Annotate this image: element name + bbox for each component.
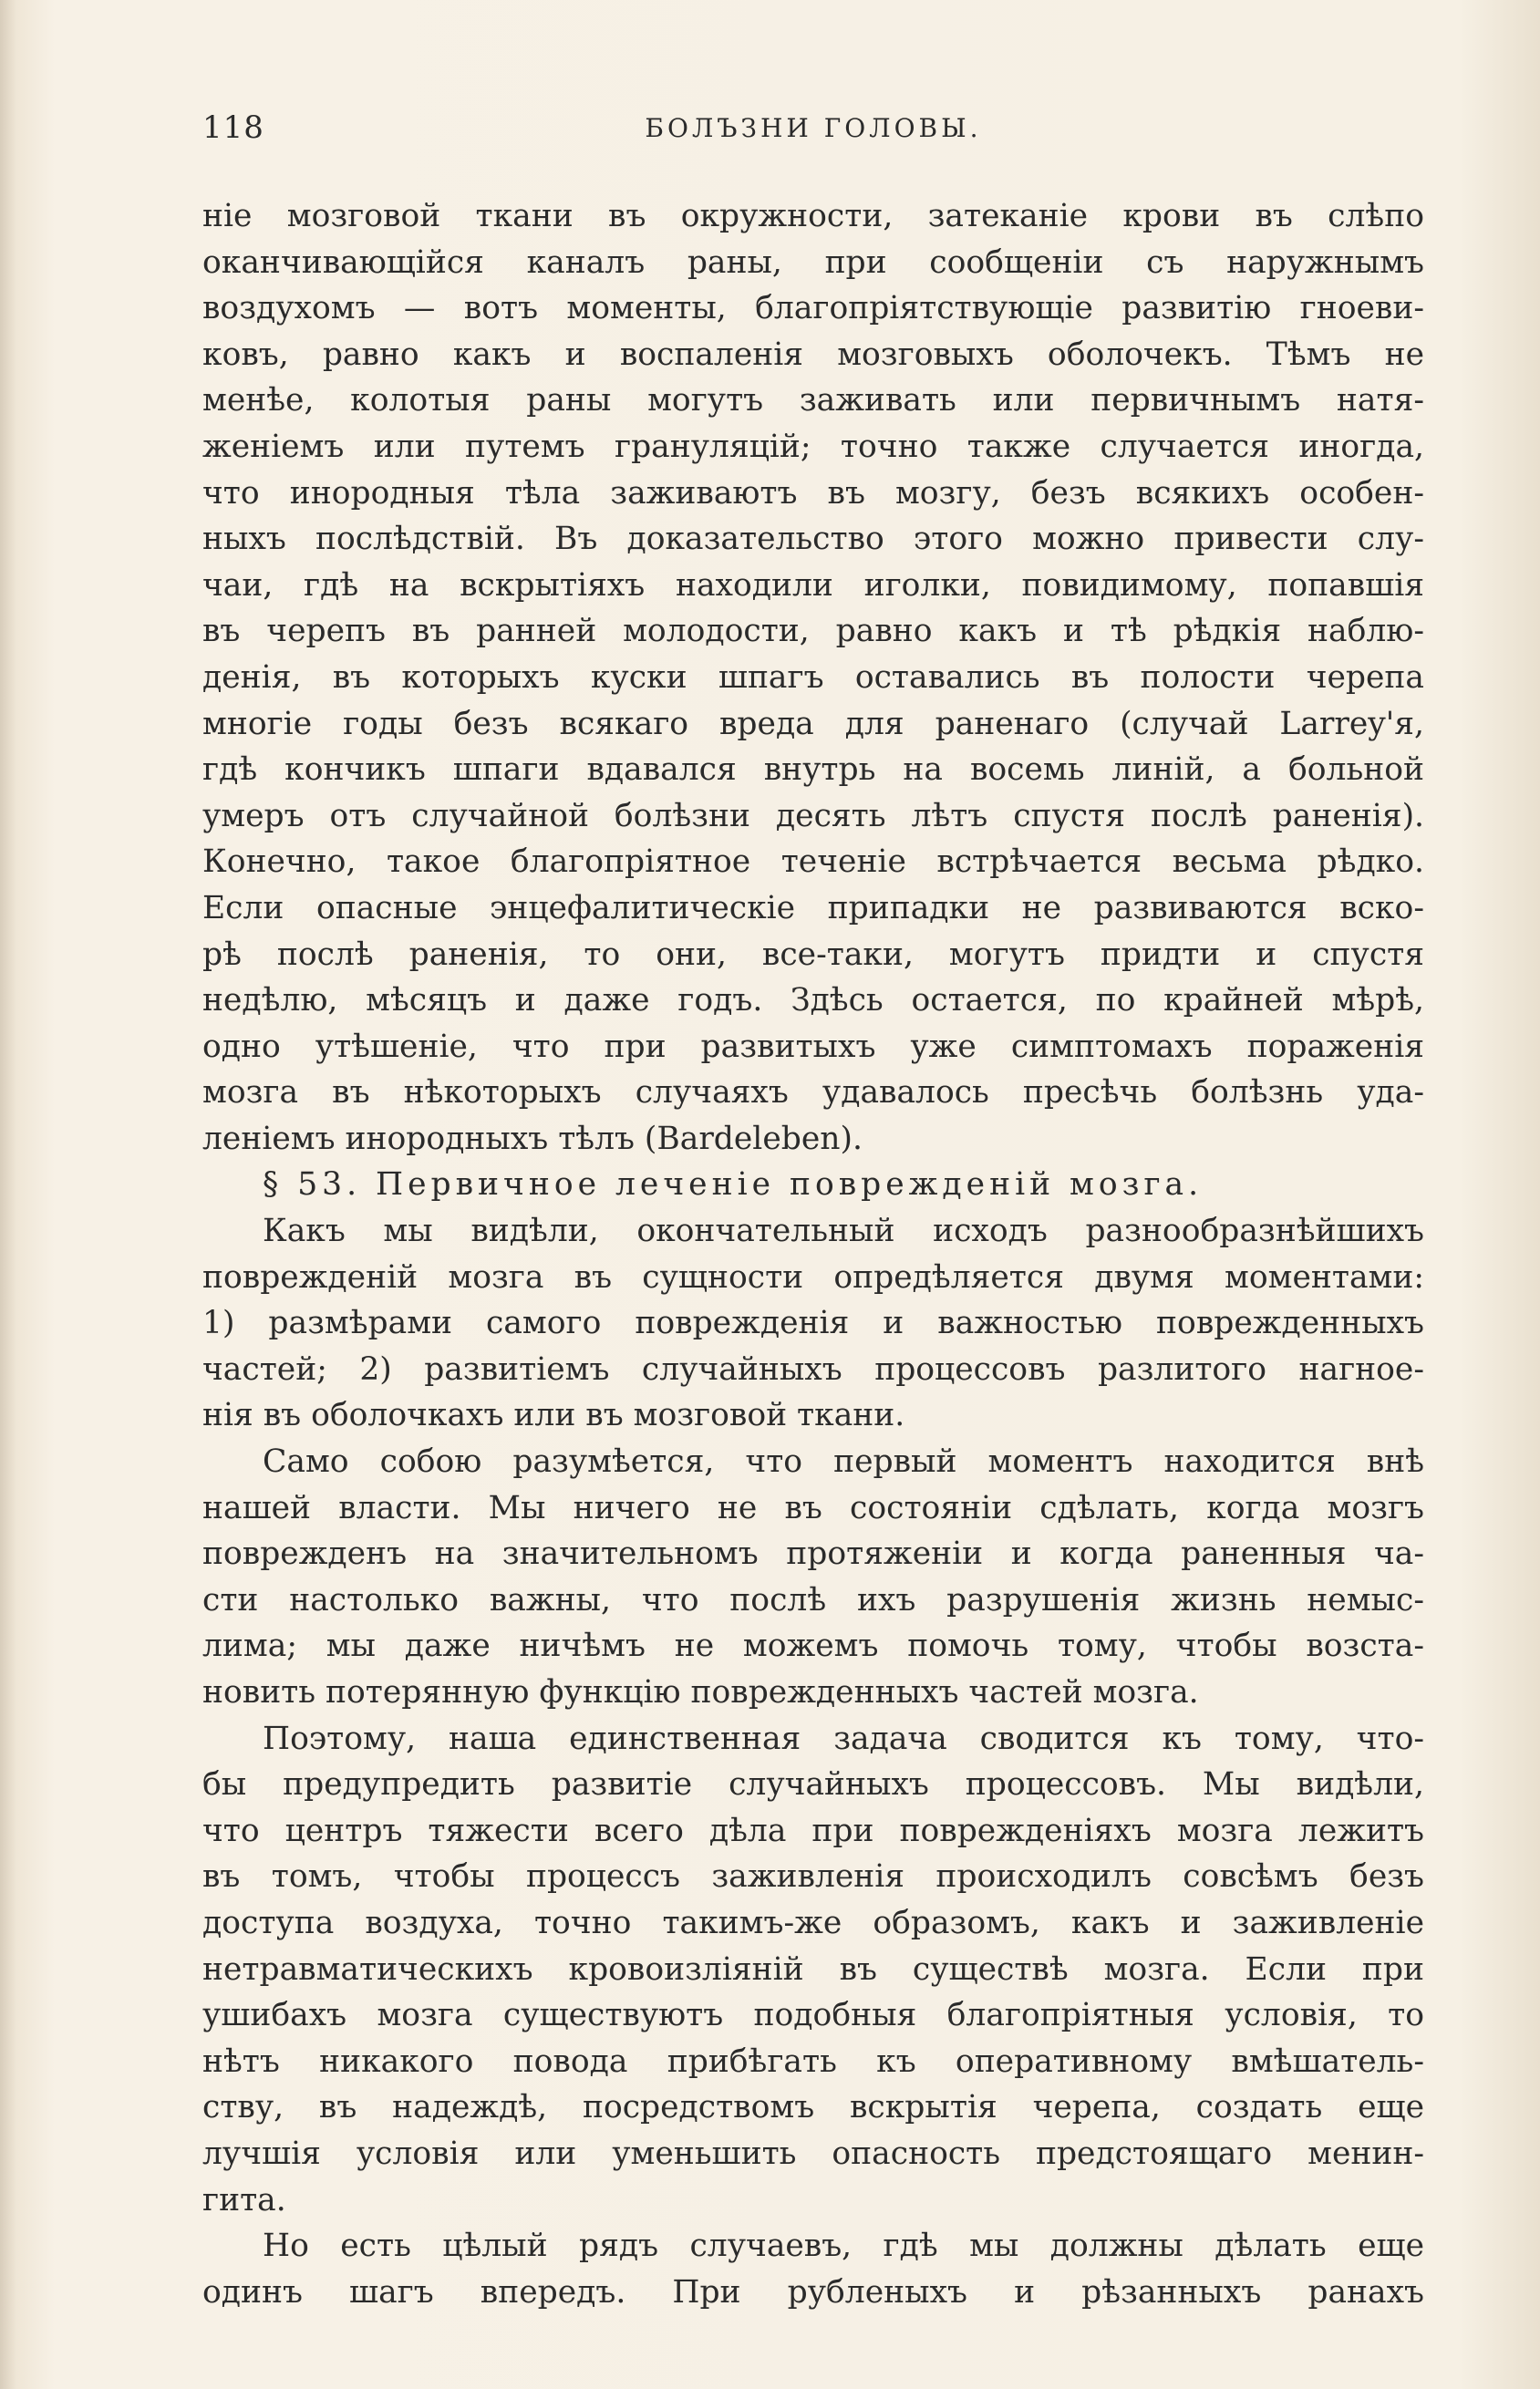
text-line: нашей власти. Мы ничего не въ состояніи сдѣлать, когда мозгъ [202,1489,1424,1526]
text-line: Поэтому, наша единственная задача сводится къ тому, что- [263,1720,1424,1757]
section-heading: § 53. Первичное леченіе поврежденій мозга. [263,1166,1204,1204]
text-line: ніе мозговой ткани въ окружности, затеканіе крови въ слѣпо [202,198,1424,234]
page-header [202,109,1424,164]
text-line: одинъ шагъ впередъ. При рубленыхъ и рѣзанныхъ ранахъ [202,2273,1424,2311]
text-line: поврежденъ на значительномъ протяженіи и когда раненныя ча- [202,1536,1424,1573]
running-head: БОЛЪЗНИ ГОЛОВЫ. [645,113,982,143]
text-line: Само собою разумѣется, что первый моментъ находится внѣ [263,1443,1424,1481]
text-line: многіе годы безъ всякаго вреда для раненаго (случай Larrey'я, [202,705,1424,742]
text-line: мозга въ нѣкоторыхъ случаяхъ удавалось пресѣчь болѣзнь уда- [202,1074,1424,1112]
text-line: оканчивающійся каналъ раны, при сообщеніи съ наружнымъ [202,243,1424,281]
text-line: умеръ отъ случайной болѣзни десять лѣтъ спустя послѣ раненія). [202,797,1424,834]
text-line: сти настолько важны, что послѣ ихъ разрушенія жизнь немыс- [202,1581,1424,1619]
text-line: нетравматическихъ кровоизліяній въ существѣ мозга. Если при [202,1950,1424,1988]
text-line: ковъ, равно какъ и воспаленія мозговыхъ оболочекъ. Тѣмъ не [202,336,1424,373]
text-line: гита. [202,2181,286,2218]
text-line: леніемъ инородныхъ тѣлъ (Bardeleben). [202,1120,863,1157]
body-text [202,193,1424,2315]
text-line: нѣтъ никакого повода прибѣгать къ оперативному вмѣшатель- [202,2043,1424,2080]
text-line: бы предупредить развитіе случайныхъ процессовъ. Мы видѣли, [202,1766,1424,1804]
text-line: одно утѣшеніе, что при развитыхъ уже симптомахъ пораженія [202,1028,1424,1065]
text-line: лучшія условія или уменьшить опасность предстоящаго менин- [202,2135,1424,2172]
text-line: ныхъ послѣдствій. Въ доказательство этого можно привести слу- [202,521,1424,558]
text-line: чаи, гдѣ на вскрытіяхъ находили иголки, повидимому, попавшія [202,566,1424,604]
text-line: гдѣ кончикъ шпаги вдавался внутрь на восемь линій, а больной [202,751,1424,789]
text-line: доступа воздуха, точно такимъ-же образомъ, какъ и заживленіе [202,1904,1424,1941]
text-line: что центръ тяжести всего дѣла при поврежденіяхъ мозга лежитъ [202,1812,1424,1849]
text-line: рѣ послѣ раненія, то они, все-таки, могутъ придти и спустя [202,936,1424,973]
text-line: что инородныя тѣла заживаютъ въ мозгу, безъ всякихъ особен- [202,474,1424,512]
text-line: нія въ оболочкахъ или въ мозговой ткани. [202,1397,905,1434]
text-line: поврежденій мозга въ сущности опредѣляется двумя моментами: [202,1258,1424,1296]
text-line: новить потерянную функцію поврежденныхъ частей мозга. [202,1674,1199,1711]
text-line: ушибахъ мозга существуютъ подобныя благопріятныя условія, то [202,1997,1424,2034]
text-line: недѣлю, мѣсяцъ и даже годъ. Здѣсь остается, по крайней мѣрѣ, [202,982,1424,1019]
text-line: женіемъ или путемъ грануляцій; точно также случается иногда, [202,428,1424,465]
text-line: Конечно, такое благопріятное теченіе встрѣчается весьма рѣдко. [202,843,1424,881]
text-line: Какъ мы видѣли, окончательный исходъ разнообразнѣйшихъ [263,1213,1424,1250]
text-line: Но есть цѣлый рядъ случаевъ, гдѣ мы должны дѣлать еще [263,2228,1424,2265]
text-line: частей; 2) развитіемъ случайныхъ процессовъ разлитого нагное- [202,1350,1424,1388]
text-line: ству, въ надеждѣ, посредствомъ вскрытія черепа, создать еще [202,2089,1424,2126]
text-line: менѣе, колотыя раны могутъ заживать или первичнымъ натя- [202,382,1424,419]
text-line: 1) размѣрами самого поврежденія и важностью поврежденныхъ [202,1305,1424,1342]
text-line: въ черепъ въ ранней молодости, равно какъ и тѣ рѣдкія наблю- [202,613,1424,650]
text-line: въ томъ, чтобы процессъ заживленія происходилъ совсѣмъ безъ [202,1858,1424,1896]
text-line: Если опасные энцефалитическіе припадки не развиваются вско- [202,889,1424,926]
text-line: денія, въ которыхъ куски шпагъ оставались въ полости черепа [202,658,1424,696]
text-line: воздухомъ — вотъ моменты, благопріятствующіе развитію гноеви- [202,290,1424,327]
page-number: 118 [202,109,264,146]
text-line: лима; мы даже ничѣмъ не можемъ помочь тому, чтобы возста- [202,1628,1424,1665]
